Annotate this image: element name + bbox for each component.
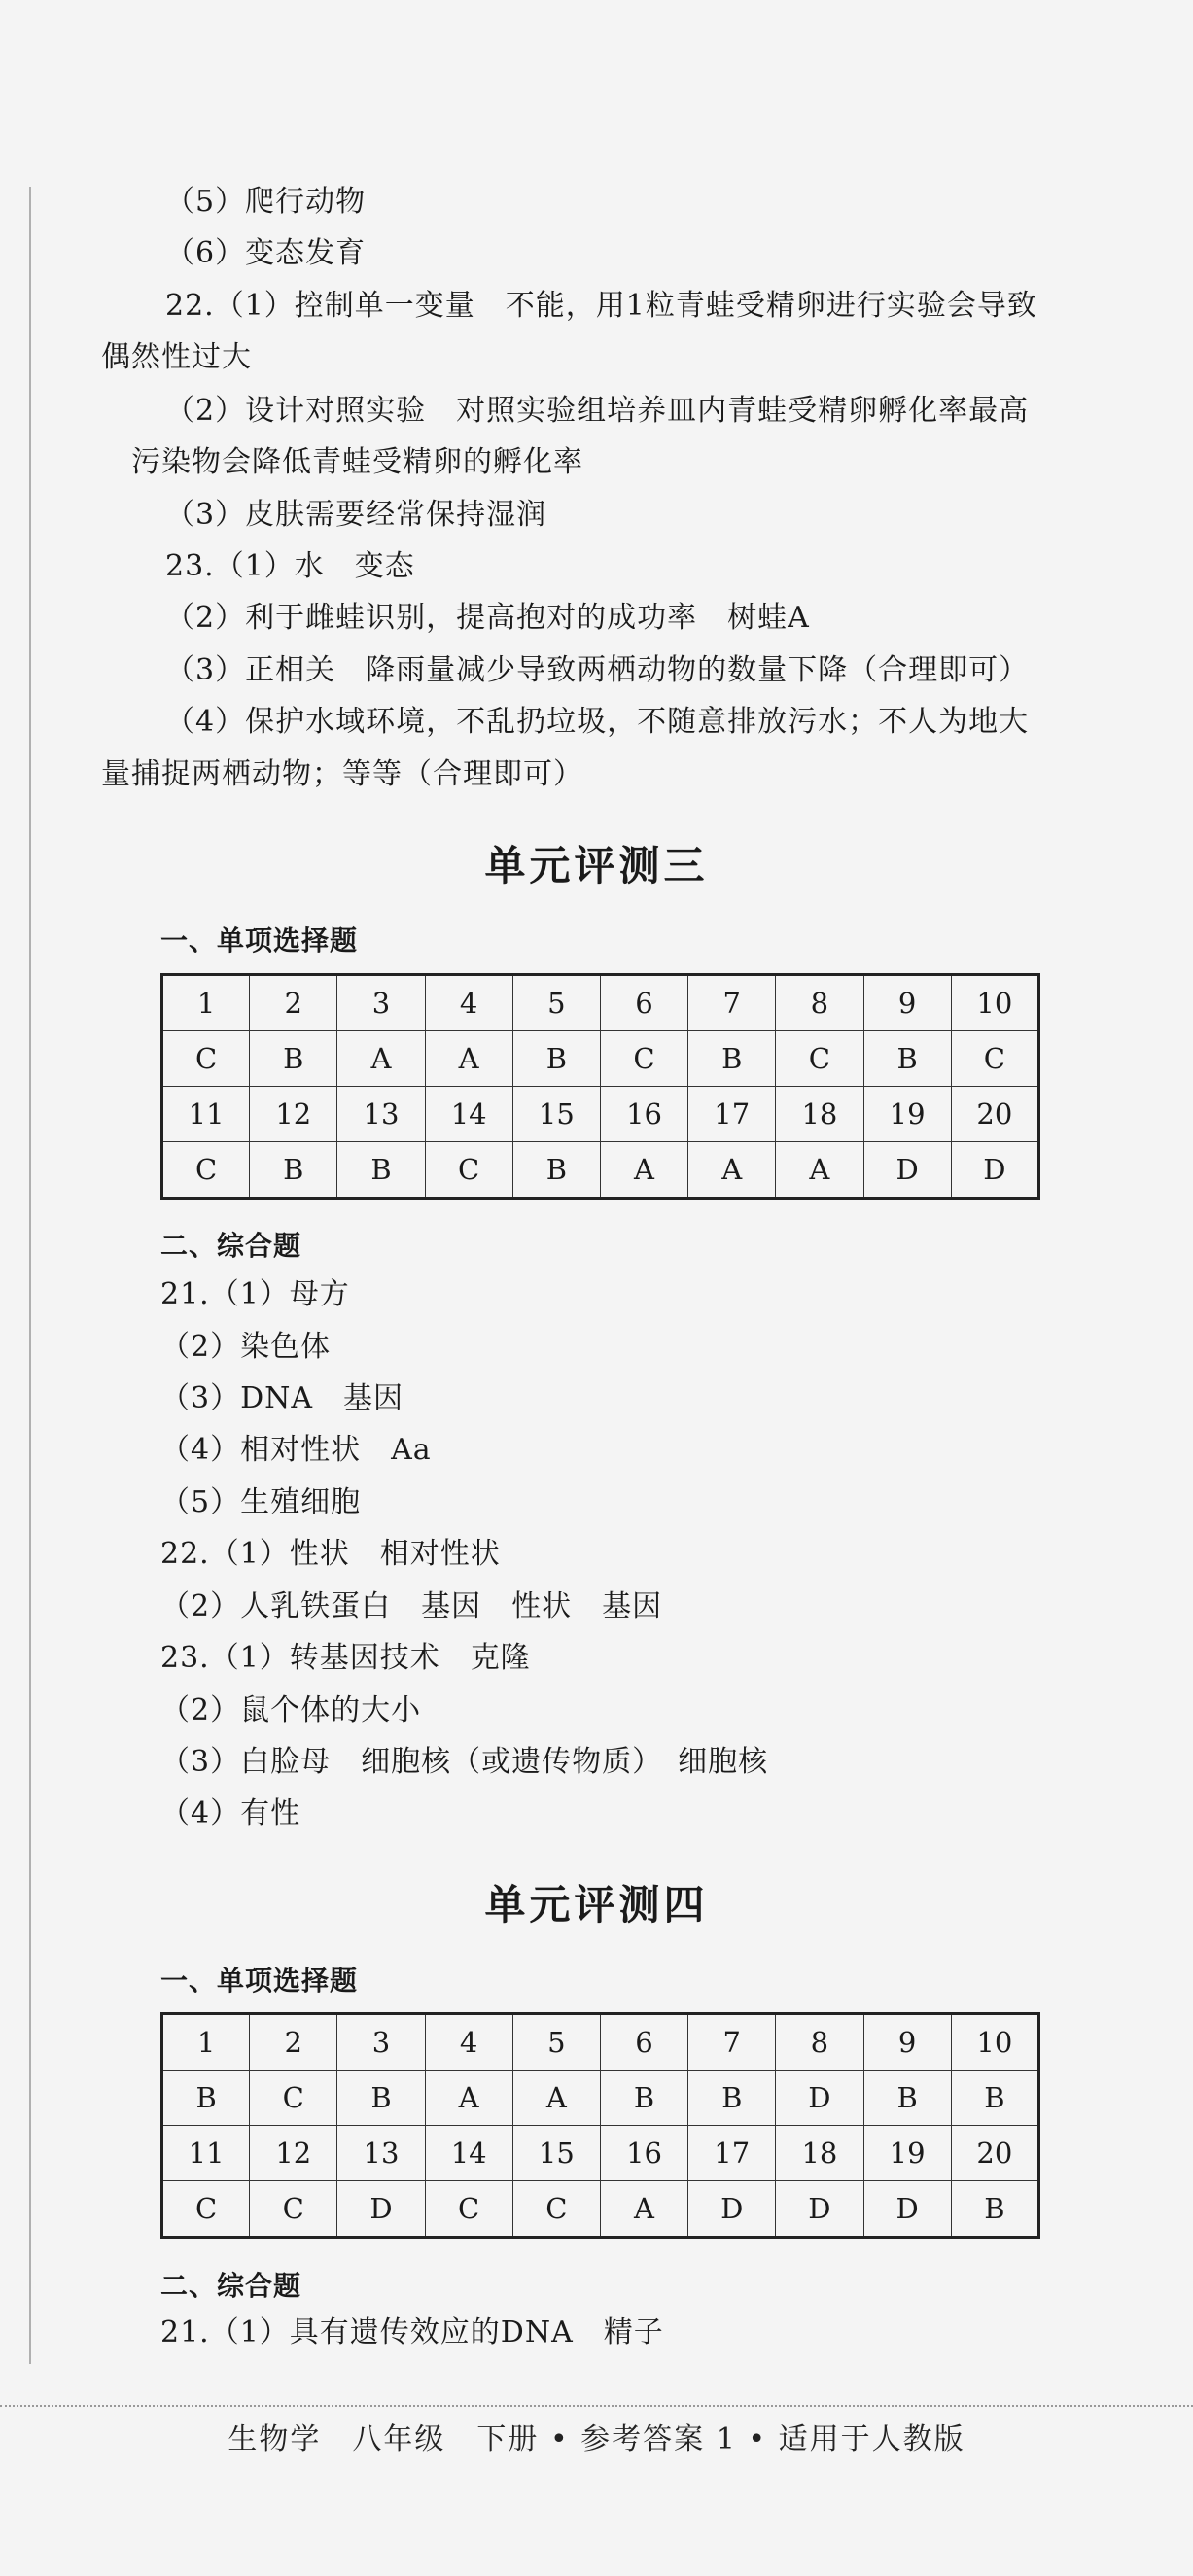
answer-cell: D bbox=[337, 2181, 425, 2238]
question-number-cell: 15 bbox=[512, 1087, 600, 1142]
page-footer: 生物学 八年级 下册 • 参考答案 1 • 适用于人教版 bbox=[228, 2422, 965, 2456]
answer-line: 22.（1）控制单一变量 不能，用1粒青蛙受精卵进行实验会导致 bbox=[165, 289, 1037, 323]
answer-cell: C bbox=[425, 2181, 512, 2238]
answer-cell: D bbox=[688, 2181, 776, 2238]
answer-line: 23.（1）水 变态 bbox=[165, 549, 415, 583]
question-number-cell: 3 bbox=[337, 2014, 425, 2071]
question-number-cell: 18 bbox=[776, 2126, 863, 2181]
answer-cell: B bbox=[863, 1031, 951, 1087]
question-number-cell: 20 bbox=[951, 1087, 1038, 1142]
table-row bbox=[162, 1087, 1039, 1142]
answer-line: （3）皮肤需要经常保持湿润 bbox=[165, 498, 547, 532]
answer-cell: C bbox=[250, 2181, 337, 2238]
question-number-cell: 10 bbox=[951, 975, 1038, 1031]
unit3-answer-table bbox=[160, 973, 1040, 1200]
unit4-answer-table bbox=[160, 2012, 1040, 2239]
answer-line: 偶然性过大 bbox=[101, 340, 252, 374]
answer-cell: D bbox=[863, 2181, 951, 2238]
question-number-cell: 6 bbox=[600, 2014, 687, 2071]
table-row bbox=[162, 2181, 1039, 2238]
answer-cell: B bbox=[863, 2071, 951, 2126]
answer-line: 21.（1）具有遗传效应的DNA 精子 bbox=[160, 2315, 664, 2350]
question-number-cell: 9 bbox=[863, 975, 951, 1031]
question-number-cell: 13 bbox=[337, 2126, 425, 2181]
question-number-cell: 4 bbox=[425, 975, 512, 1031]
answer-line: 量捕捉两栖动物；等等（合理即可） bbox=[101, 757, 583, 791]
answer-line: （6）变态发育 bbox=[165, 236, 367, 270]
answer-line: （2）染色体 bbox=[160, 1330, 332, 1364]
answer-cell: B bbox=[512, 1142, 600, 1199]
answer-line: （5）生殖细胞 bbox=[160, 1485, 362, 1519]
unit4-section-choice: 一、单项选择题 bbox=[160, 1965, 359, 1997]
answer-line: 22.（1）性状 相对性状 bbox=[160, 1537, 501, 1571]
answer-cell: A bbox=[425, 1031, 512, 1087]
answer-cell: D bbox=[776, 2071, 863, 2126]
question-number-cell: 8 bbox=[776, 2014, 863, 2071]
question-number-cell: 4 bbox=[425, 2014, 512, 2071]
answer-cell: B bbox=[337, 1142, 425, 1199]
answer-cell: C bbox=[162, 2181, 250, 2238]
question-number-cell: 14 bbox=[425, 1087, 512, 1142]
answer-cell: A bbox=[425, 2071, 512, 2126]
table-row bbox=[162, 2014, 1039, 2071]
question-number-cell: 10 bbox=[951, 2014, 1038, 2071]
table-row bbox=[162, 2071, 1039, 2126]
question-number-cell: 17 bbox=[688, 2126, 776, 2181]
answer-cell: B bbox=[951, 2181, 1038, 2238]
question-number-cell: 19 bbox=[863, 2126, 951, 2181]
answer-line: （3）正相关 降雨量减少导致两栖动物的数量下降（合理即可） bbox=[165, 653, 1030, 687]
answer-cell: D bbox=[776, 2181, 863, 2238]
question-number-cell: 12 bbox=[250, 2126, 337, 2181]
footer-divider bbox=[0, 2405, 1193, 2407]
answer-cell: C bbox=[250, 2071, 337, 2126]
question-number-cell: 8 bbox=[776, 975, 863, 1031]
answer-cell: B bbox=[688, 2071, 776, 2126]
answer-cell: A bbox=[600, 1142, 687, 1199]
answer-line: 污染物会降低青蛙受精卵的孵化率 bbox=[131, 445, 583, 479]
answer-cell: B bbox=[600, 2071, 687, 2126]
answer-line: （3）DNA 基因 bbox=[160, 1381, 404, 1415]
answer-cell: C bbox=[162, 1031, 250, 1087]
unit4-title: 单元评测四 bbox=[484, 1881, 709, 1929]
unit3-section-choice: 一、单项选择题 bbox=[160, 924, 359, 957]
question-number-cell: 6 bbox=[600, 975, 687, 1031]
question-number-cell: 15 bbox=[512, 2126, 600, 2181]
answer-cell: A bbox=[600, 2181, 687, 2238]
table-row bbox=[162, 1031, 1039, 1087]
question-number-cell: 9 bbox=[863, 2014, 951, 2071]
question-number-cell: 2 bbox=[250, 975, 337, 1031]
question-number-cell: 18 bbox=[776, 1087, 863, 1142]
question-number-cell: 7 bbox=[688, 2014, 776, 2071]
question-number-cell: 5 bbox=[512, 975, 600, 1031]
table-row bbox=[162, 975, 1039, 1031]
answer-line: （5）爬行动物 bbox=[165, 185, 367, 219]
answer-cell: B bbox=[951, 2071, 1038, 2126]
answer-line: 21.（1）母方 bbox=[160, 1277, 350, 1311]
question-number-cell: 16 bbox=[600, 2126, 687, 2181]
answer-line: （4）有性 bbox=[160, 1796, 301, 1830]
answer-cell: D bbox=[951, 1142, 1038, 1199]
answer-line: （2）利于雌蛙识别，提高抱对的成功率 树蛙A bbox=[165, 601, 810, 635]
answer-cell: A bbox=[688, 1142, 776, 1199]
question-number-cell: 17 bbox=[688, 1087, 776, 1142]
question-number-cell: 12 bbox=[250, 1087, 337, 1142]
question-number-cell: 16 bbox=[600, 1087, 687, 1142]
answer-cell: B bbox=[688, 1031, 776, 1087]
margin-rule bbox=[29, 187, 31, 2364]
answer-cell: C bbox=[425, 1142, 512, 1199]
answer-line: （4）相对性状 Aa bbox=[160, 1433, 432, 1467]
answer-cell: D bbox=[863, 1142, 951, 1199]
answer-cell: C bbox=[600, 1031, 687, 1087]
answer-cell: B bbox=[250, 1142, 337, 1199]
question-number-cell: 1 bbox=[162, 2014, 250, 2071]
question-number-cell: 1 bbox=[162, 975, 250, 1031]
answer-cell: A bbox=[776, 1142, 863, 1199]
question-number-cell: 19 bbox=[863, 1087, 951, 1142]
answer-cell: C bbox=[951, 1031, 1038, 1087]
question-number-cell: 2 bbox=[250, 2014, 337, 2071]
answer-line: （2）鼠个体的大小 bbox=[160, 1693, 422, 1727]
question-number-cell: 14 bbox=[425, 2126, 512, 2181]
unit4-section-comprehensive: 二、综合题 bbox=[160, 2270, 302, 2302]
answer-cell: B bbox=[250, 1031, 337, 1087]
question-number-cell: 7 bbox=[688, 975, 776, 1031]
answer-line: （3）白脸母 细胞核（或遗传物质） 细胞核 bbox=[160, 1745, 769, 1779]
unit3-title: 单元评测三 bbox=[484, 842, 709, 889]
answer-line: 23.（1）转基因技术 克隆 bbox=[160, 1641, 531, 1675]
answer-cell: C bbox=[776, 1031, 863, 1087]
answer-cell: B bbox=[337, 2071, 425, 2126]
table-row bbox=[162, 1142, 1039, 1199]
question-number-cell: 13 bbox=[337, 1087, 425, 1142]
answer-cell: B bbox=[512, 1031, 600, 1087]
question-number-cell: 11 bbox=[162, 1087, 250, 1142]
answer-cell: A bbox=[512, 2071, 600, 2126]
answer-line: （2）人乳铁蛋白 基因 性状 基因 bbox=[160, 1589, 663, 1623]
question-number-cell: 11 bbox=[162, 2126, 250, 2181]
question-number-cell: 3 bbox=[337, 975, 425, 1031]
answer-cell: C bbox=[512, 2181, 600, 2238]
unit3-section-comprehensive: 二、综合题 bbox=[160, 1230, 302, 1262]
answer-line: （2）设计对照实验 对照实验组培养皿内青蛙受精卵孵化率最高 bbox=[165, 394, 1030, 428]
answer-cell: B bbox=[162, 2071, 250, 2126]
table-row bbox=[162, 2126, 1039, 2181]
question-number-cell: 20 bbox=[951, 2126, 1038, 2181]
answer-line: （4）保护水域环境，不乱扔垃圾，不随意排放污水；不人为地大 bbox=[165, 705, 1030, 739]
question-number-cell: 5 bbox=[512, 2014, 600, 2071]
answer-cell: A bbox=[337, 1031, 425, 1087]
answer-cell: C bbox=[162, 1142, 250, 1199]
